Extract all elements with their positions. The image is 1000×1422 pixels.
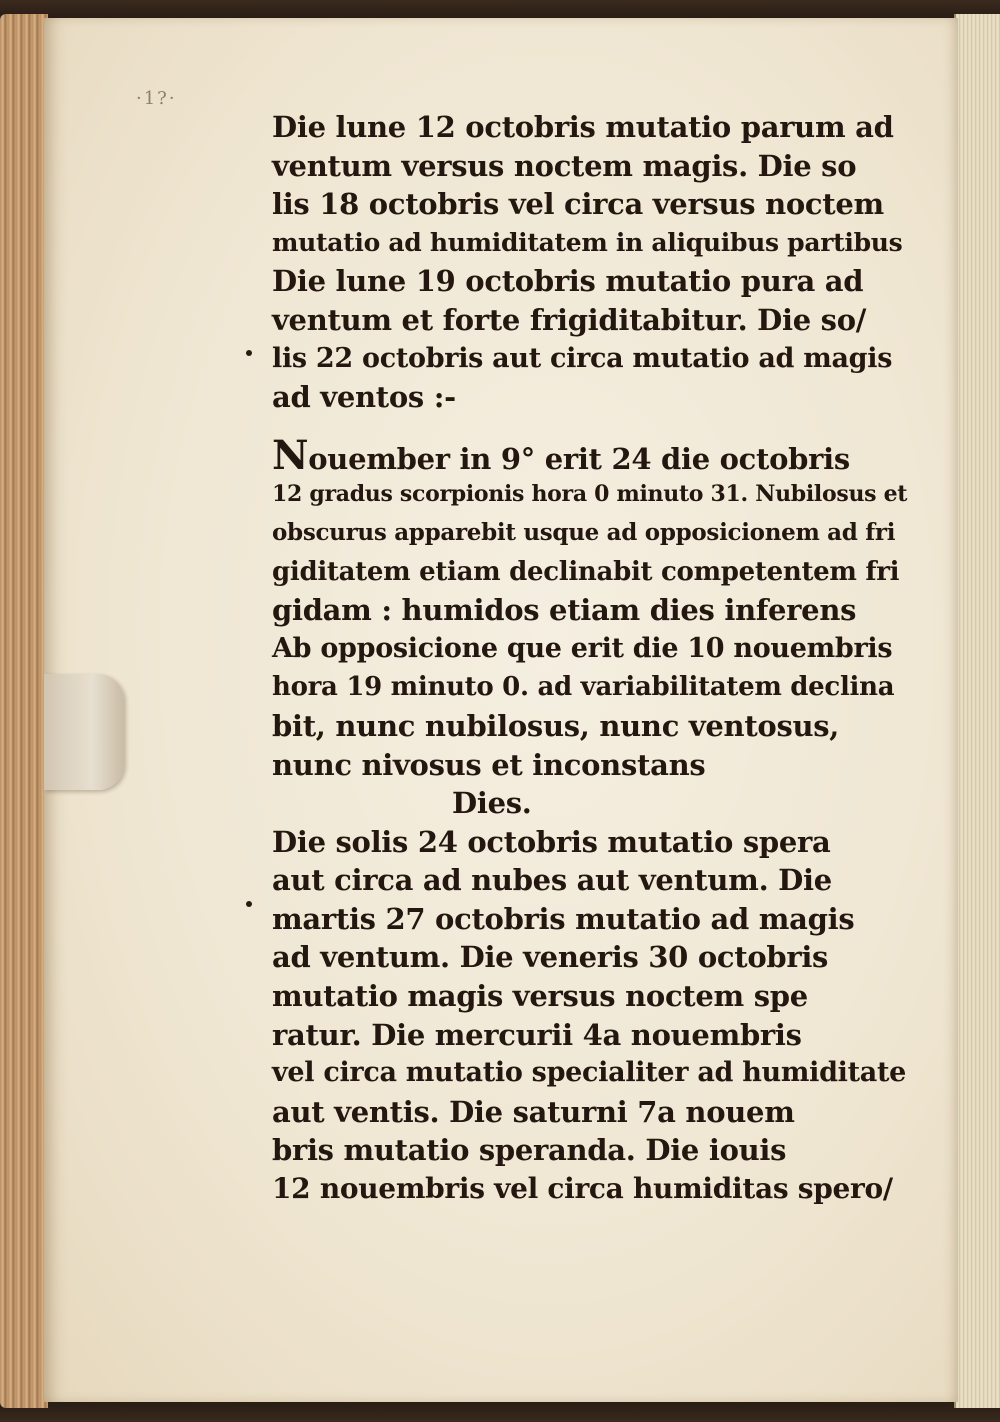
text-line: bris mutatio speranda. Die iouis [272,1133,787,1168]
text-line: 12 nouembris vel circa humiditas spero/ [272,1172,893,1206]
text-line: ratur. Die mercurii 4a nouembris [272,1017,802,1052]
text-line: lis 18 octobris vel circa versus noctem [272,187,884,222]
text-line: aut ventis. Die saturni 7a nouem [272,1094,795,1129]
text-line: vel circa mutatio specialiter ad humiditate [272,1057,907,1089]
text-line: Ab opposicione que erit die 10 nouembris [272,632,893,664]
text-line: ad ventum. Die veneris 30 octobris [272,940,829,975]
paragraph-gap [272,417,902,437]
text-line: mutatio ad humiditatem in aliquibus partibus [272,227,903,257]
text-line: aut circa ad nubes aut ventum. Die [272,863,832,898]
text-line: Nouember in 9° erit 24 die octobris [272,431,850,479]
margin-dot [246,901,252,907]
text-line: bit, nunc nubilosus, nunc ventosus, [272,708,840,743]
manuscript-page [44,18,958,1402]
text-line: ad ventos :- [272,380,456,415]
text-line: martis 27 octobris mutatio ad magis [272,901,855,936]
text-line: Die lune 19 octobris mutatio pura ad [272,264,864,299]
text-line: mutatio magis versus noctem spe [272,979,808,1014]
text-line: lis 22 octobris aut circa mutatio ad magis [272,342,893,374]
folio-mark: ·1?· [136,88,177,109]
text-line: giditatem etiam declinabit competentem fri [272,556,900,587]
manuscript-text [272,108,908,1209]
text-line: Die solis 24 octobris mutatio spera [272,824,831,859]
text-line: Die lune 12 octobris mutatio parum ad [272,110,894,144]
binding-edge [0,14,48,1408]
page-stack-edge [954,14,1000,1408]
text-line: gidam : humidos etiam dies inferens [272,593,857,628]
section-heading: Dies. [452,786,532,821]
text-line: hora 19 minuto 0. ad variabilitatem declina [272,672,895,703]
margin-dot [246,350,252,356]
text-line: ventum versus noctem magis. Die so [272,148,857,183]
page-tab [44,674,124,790]
text-line: 12 gradus scorpionis hora 0 minuto 31. Nubilosus et [272,481,908,508]
text-line: nunc nivosus et inconstans [272,747,706,782]
text-line: ventum et forte frigiditabitur. Die so/ [272,302,867,337]
text-line: obscurus apparebit usque ad opposicionem ad fri [272,518,896,546]
